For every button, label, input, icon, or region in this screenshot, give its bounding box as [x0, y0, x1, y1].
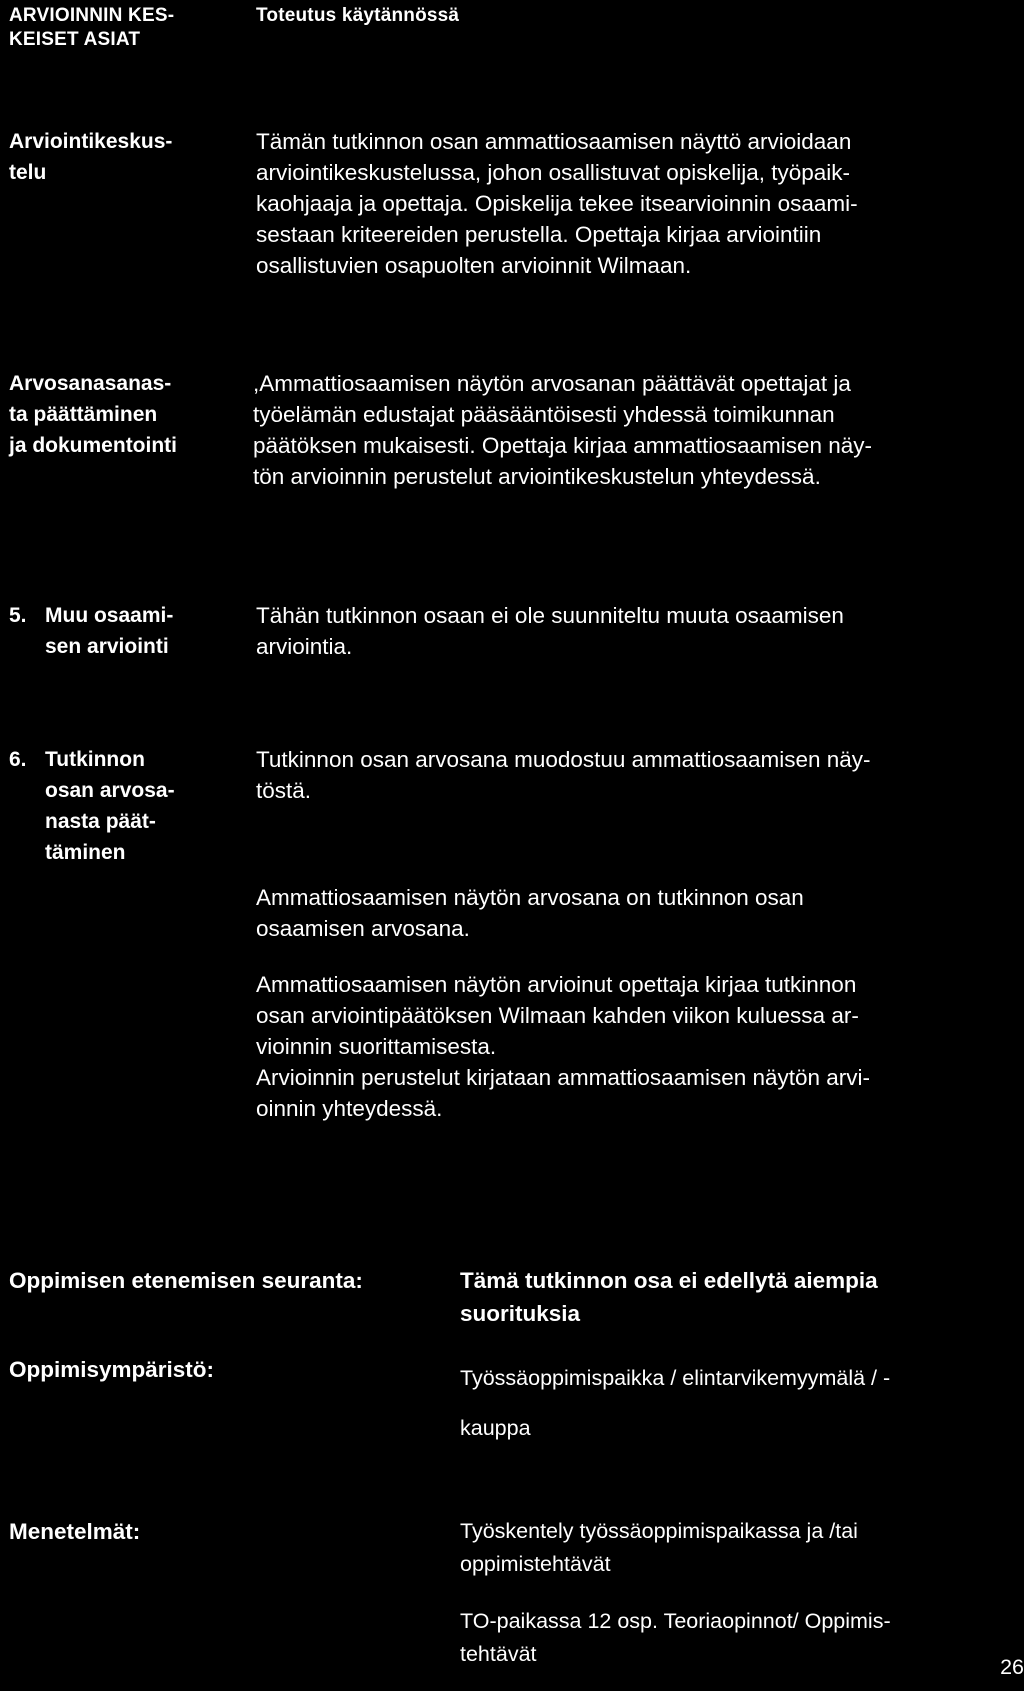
label-line: osan arvosa- [45, 779, 175, 802]
text-line: Ammattiosaamisen näytön arvosana on tutkinnon osan [256, 885, 804, 910]
section-number: 6. [9, 748, 27, 771]
row-text-tutkinnon-osan-arvosana-p1 [256, 744, 871, 806]
text-line: sestaan kriteereiden perustella. Opettaja kirjaa arviointiin [256, 222, 822, 247]
text-line: osan arviointipäätöksen Wilmaan kahden viikon kuluessa ar- [256, 1003, 859, 1028]
row-label-muu-osaamisen-arviointi [9, 600, 173, 662]
text-line: töstä. [256, 778, 312, 803]
row-label-arviointikeskustelu [9, 126, 172, 188]
text-line: työelämän edustajat pääsääntöisesti yhdessä toimikunnan [253, 402, 835, 427]
header-col1-line: ARVIOINNIN KES- [9, 5, 175, 26]
row-label-arvosanan-paattaminen [9, 368, 177, 461]
header-column-2: Toteutus käytännössä [256, 5, 460, 26]
footer-value-menetelmat-2 [460, 1605, 891, 1671]
text-line: Tutkinnon osan arvosana muodostuu ammattiosaamisen näy- [256, 747, 871, 772]
text-line: kaohjaaja ja opettaja. Opiskelija tekee itsearvioinnin osaami- [256, 191, 858, 216]
footer-value-menetelmat [460, 1515, 858, 1581]
text-line: tön arvioinnin perustelut arviointikeskustelun yhteydessä. [253, 464, 821, 489]
text-line: Tähän tutkinnon osaan ei ole suunniteltu muuta osaamisen [256, 603, 844, 628]
text-line: Tämän tutkinnon osan ammattiosaamisen näyttö arvioidaan [256, 129, 852, 154]
footer-value-line: Tämä tutkinnon osa ei edellytä aiempia [460, 1268, 878, 1293]
page-number: 26 [1000, 1655, 1024, 1679]
footer-value-line: Työssäoppimispaikka / elintarvikemyymälä / - [460, 1366, 891, 1390]
header-column-1 [9, 4, 174, 52]
row-text-tutkinnon-osan-arvosana-p2 [256, 882, 804, 944]
label-line: täminen [45, 841, 126, 864]
footer-value-line: tehtävät [460, 1642, 537, 1666]
row-text-muu-osaamisen-arviointi [256, 600, 844, 662]
label-line: ta päättäminen [9, 403, 158, 426]
text-line: Ammattiosaamisen näytön arvioinut opettaja kirjaa tutkinnon [256, 972, 857, 997]
footer-label-oppimisymparisto: Oppimisympäristö: [9, 1357, 215, 1382]
text-line: vioinnin suorittamisesta. [256, 1034, 497, 1059]
row-label-tutkinnon-osan-arvosana [9, 744, 175, 868]
label-line: Muu osaami- [45, 604, 174, 627]
row-text-tutkinnon-osan-arvosana-p3 [256, 969, 870, 1124]
footer-label-menetelmat: Menetelmät: [9, 1519, 141, 1544]
label-line: sen arviointi [45, 635, 169, 658]
footer-value-line: oppimistehtävät [460, 1552, 611, 1576]
row-text-arviointikeskustelu [256, 126, 858, 281]
text-line: oinnin yhteydessä. [256, 1096, 443, 1121]
label-line: Tutkinnon [45, 748, 145, 771]
text-line: arviointia. [256, 634, 353, 659]
text-line: osaamisen arvosana. [256, 916, 470, 941]
text-line: arviointikeskustelussa, johon osallistuvat opiskelija, työpaik- [256, 160, 851, 185]
footer-value-line: Työskentely työssäoppimispaikassa ja /tai [460, 1519, 858, 1543]
footer-value-seuranta [460, 1264, 878, 1330]
row-text-arvosanan-paattaminen [253, 368, 872, 492]
header-col1-line: KEISET ASIAT [9, 29, 141, 50]
text-line: ,Ammattiosaamisen näytön arvosanan päättävät opettajat ja [253, 371, 851, 396]
text-line: päätöksen mukaisesti. Opettaja kirjaa ammattiosaamisen näy- [253, 433, 873, 458]
label-line: ja dokumentointi [9, 434, 177, 457]
label-line: Arvosanasanas- [9, 372, 172, 395]
label-line: telu [9, 161, 47, 184]
section-number: 5. [9, 604, 27, 627]
footer-value-line: kauppa [460, 1416, 531, 1440]
footer-value-oppimisymparisto [460, 1353, 890, 1453]
footer-value-line: TO-paikassa 12 osp. Teoriaopinnot/ Oppimis- [460, 1609, 891, 1633]
footer-label-seuranta: Oppimisen etenemisen seuranta: [9, 1268, 363, 1293]
text-line: Arvioinnin perustelut kirjataan ammattiosaamisen näytön arvi- [256, 1065, 871, 1090]
label-line: Arviointikeskus- [9, 130, 173, 153]
footer-value-line: suorituksia [460, 1301, 581, 1326]
text-line: osallistuvien osapuolten arvioinnit Wilmaan. [256, 253, 692, 278]
label-line: nasta päät- [45, 810, 156, 833]
